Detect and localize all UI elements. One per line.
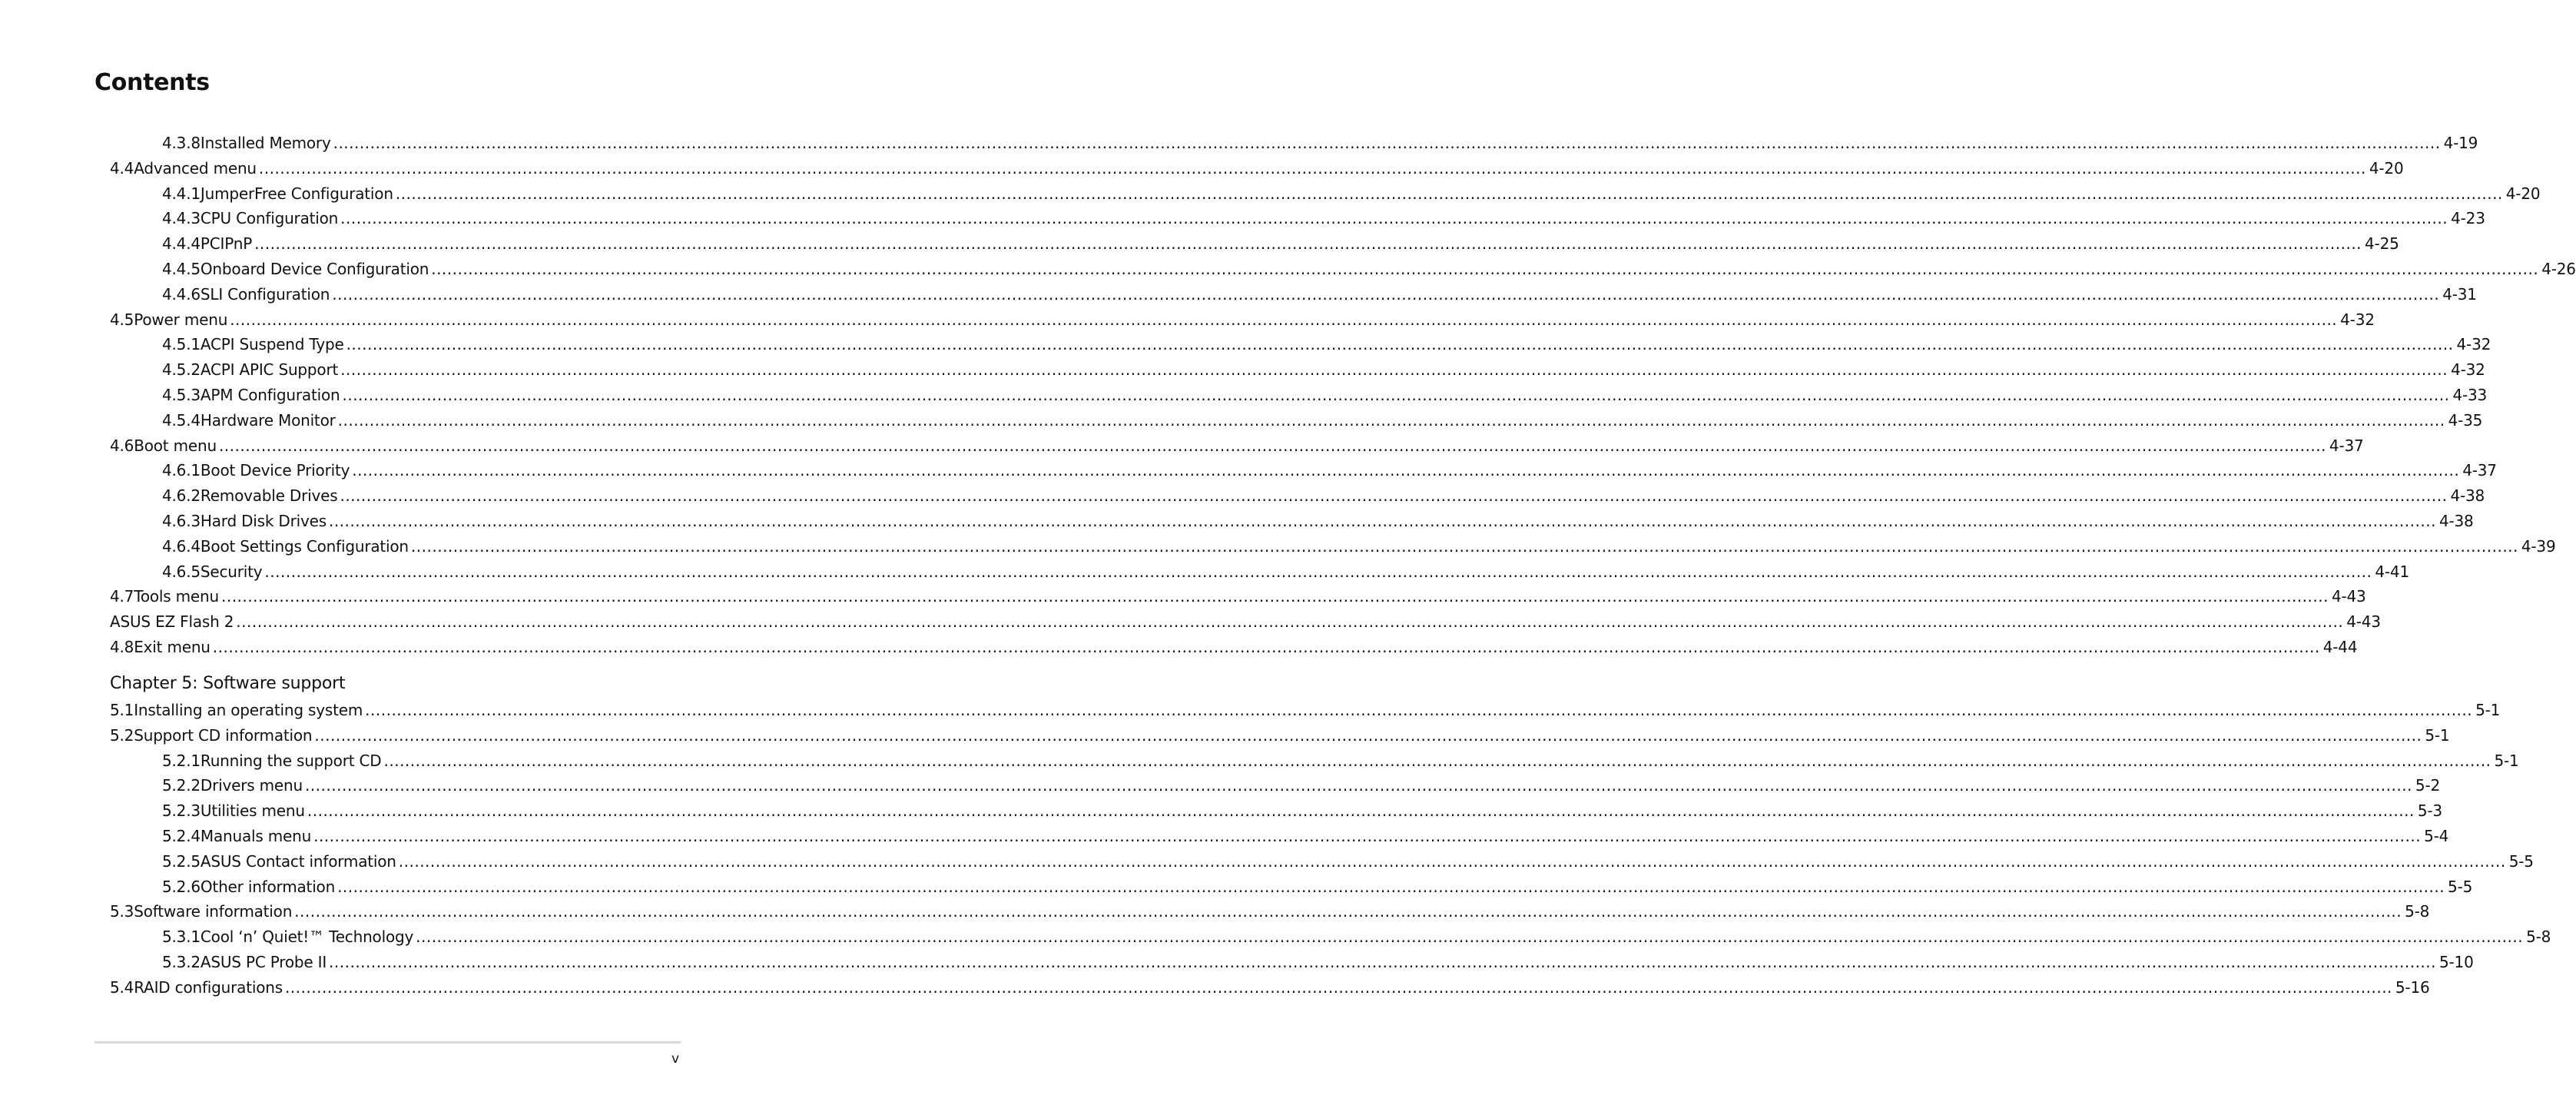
toc-entry-page: 4-43 [2331,587,2366,606]
toc-entry-number: 5.3.2 [162,953,201,971]
toc-entry[interactable] [110,609,2381,634]
footer-page-number: v [671,1051,680,1067]
toc-entry-page: 4-38 [2450,486,2485,506]
toc-entry-page: 4-39 [2521,536,2556,556]
toc-entry-number: 5.4 [110,977,134,997]
dot-leader: ................................................................................................................................................................................................................................................................................................................................................................................................................ [218,436,2326,455]
toc-entry[interactable] [162,181,2541,206]
toc-entry[interactable] [162,874,2473,899]
toc-entry-title: Hardware Monitor [200,410,336,430]
toc-entry-title: Software information [134,902,293,921]
dot-leader: ................................................................................................................................................................................................................................................................................................................................................................................................................ [352,461,2460,480]
toc-entry-page: 5-1 [2475,701,2501,719]
dot-leader: ................................................................................................................................................................................................................................................................................................................................................................................................................ [346,335,2454,354]
toc-entry[interactable] [110,899,2430,924]
dot-leader: ................................................................................................................................................................................................................................................................................................................................................................................................................ [398,851,2506,871]
toc-entry-title: Removable Drives [200,486,338,506]
toc-entry-title: ACPI Suspend Type [200,335,344,354]
toc-entry-number: 4.5.3 [162,386,201,404]
page-title: Contents [94,69,210,96]
toc-entry-title: Drivers menu [200,776,303,795]
toc-entry-page: 4-26 [2541,260,2576,278]
toc-entry-title: Onboard Device Configuration [200,260,429,278]
toc-entry-number: 4.8 [110,638,134,656]
dot-leader: ................................................................................................................................................................................................................................................................................................................................................................................................................ [383,751,2491,770]
dot-leader: ................................................................................................................................................................................................................................................................................................................................................................................................................ [284,977,2392,997]
toc-entry-number: 4.6.2 [162,486,201,506]
toc-entry-number: 5.2.2 [162,776,201,795]
toc-entry-title: PCIPnP [200,234,253,254]
toc-entry-title: Boot Device Priority [200,461,350,480]
toc-entry-title: Advanced menu [134,158,257,178]
toc-entry-page: 4-31 [2442,284,2477,304]
toc-entry-page: 4-32 [2451,360,2485,380]
dot-leader: ................................................................................................................................................................................................................................................................................................................................................................................................................ [431,260,2539,278]
dot-leader: ................................................................................................................................................................................................................................................................................................................................................................................................................ [212,638,2320,656]
toc-entry-title: Exit menu [134,638,211,656]
dot-leader: ................................................................................................................................................................................................................................................................................................................................................................................................................ [410,536,2518,556]
toc-entry-title: Cool ‘n’ Quiet!™ Technology [200,927,414,947]
toc-entry-page: 5-5 [2448,877,2473,896]
toc-entry-title: Installing an operating system [134,701,363,719]
toc-entry-number: 5.2.3 [162,801,201,821]
toc-entry-number: 4.4.5 [162,260,201,278]
toc-entry-title: SLI Configuration [200,284,330,304]
toc-entry[interactable] [110,975,2430,1000]
toc-entry[interactable] [162,559,2409,584]
toc-entry-number: 4.6.3 [162,512,201,530]
dot-leader: ................................................................................................................................................................................................................................................................................................................................................................................................................ [340,360,2448,380]
toc-entry-number: 4.4.1 [162,184,201,203]
toc-entry-page: 5-2 [2415,776,2440,795]
dot-leader: ................................................................................................................................................................................................................................................................................................................................................................................................................ [220,587,2329,606]
toc-entry-page: 5-8 [2405,902,2430,921]
toc-entry-title: ASUS PC Probe II [200,953,327,971]
dot-leader: ................................................................................................................................................................................................................................................................................................................................................................................................................ [230,310,2338,329]
toc-entry[interactable] [162,824,2449,848]
toc-entry-page: 4-37 [2462,461,2497,480]
dot-leader: ................................................................................................................................................................................................................................................................................................................................................................................................................ [236,612,2344,632]
toc-entry-number: 4.5 [110,310,134,329]
footer-divider [94,1041,681,1044]
toc-entry-page: 5-3 [2417,801,2442,821]
toc-entry[interactable] [162,773,2440,798]
toc-entry[interactable] [162,458,2497,483]
toc-entry[interactable] [162,206,2485,231]
toc-entry-title: Boot menu [134,436,217,455]
toc-entry-title: Hard Disk Drives [200,512,327,530]
toc-entry[interactable] [110,635,2358,659]
toc-entry-page: 4-20 [2505,184,2541,203]
toc-entry-title: RAID configurations [134,977,283,997]
dot-leader: ................................................................................................................................................................................................................................................................................................................................................................................................................ [365,701,2473,719]
toc-entry-number: 4.6 [110,436,134,455]
toc-entry-page: 4-41 [2375,562,2409,581]
toc-entry[interactable] [110,723,2450,748]
toc-entry-page: 5-5 [2508,851,2534,871]
toc-entry[interactable] [162,798,2442,823]
toc-entry[interactable] [162,357,2485,382]
toc-entry[interactable] [162,950,2474,974]
dot-leader: ................................................................................................................................................................................................................................................................................................................................................................................................................ [258,158,2366,178]
toc-entry-title: ASUS Contact information [200,851,396,871]
toc-entry[interactable] [162,408,2483,433]
toc-entry[interactable] [110,584,2366,609]
dot-leader: ................................................................................................................................................................................................................................................................................................................................................................................................................ [254,234,2362,254]
dot-leader: ................................................................................................................................................................................................................................................................................................................................................................................................................ [294,902,2402,921]
toc-entry-page: 4-25 [2365,234,2399,254]
toc-entry-title: ACPI APIC Support [200,360,339,380]
dot-leader: ................................................................................................................................................................................................................................................................................................................................................................................................................ [395,184,2503,203]
dot-leader: ................................................................................................................................................................................................................................................................................................................................................................................................................ [337,410,2445,430]
dot-leader: ................................................................................................................................................................................................................................................................................................................................................................................................................ [333,134,2441,152]
toc-entry-page: 4-32 [2340,310,2375,329]
toc-entry-title: CPU Configuration [200,209,339,228]
toc-entry-title: Support CD information [134,725,313,745]
dot-leader: ................................................................................................................................................................................................................................................................................................................................................................................................................ [332,284,2440,304]
toc-entry-number: 5.2.6 [162,877,201,896]
toc-entry-number: 4.4 [110,158,134,178]
toc-entry[interactable] [162,924,2551,949]
dot-leader: ................................................................................................................................................................................................................................................................................................................................................................................................................ [264,562,2372,581]
dot-leader: ................................................................................................................................................................................................................................................................................................................................................................................................................ [340,486,2448,506]
toc-entry-title: APM Configuration [200,386,340,404]
toc-entry-number: 4.5.2 [162,360,201,380]
toc-entry-page: 4-44 [2322,638,2358,656]
toc-entry-number: 4.7 [110,587,134,606]
dot-leader: ................................................................................................................................................................................................................................................................................................................................................................................................................ [416,927,2524,947]
toc-entry-title: Boot Settings Configuration [200,536,409,556]
toc-entry-number: 4.5.4 [162,410,201,430]
dot-leader: ................................................................................................................................................................................................................................................................................................................................................................................................................ [340,209,2448,228]
toc-entry-page: 5-1 [2425,725,2450,745]
toc-entry-number: 5.2.5 [162,851,201,871]
toc-entry-number: 4.6.4 [162,536,201,556]
toc-entry-number: 4.4.3 [162,209,201,228]
toc-entry[interactable] [162,131,2478,155]
toc-entry[interactable] [162,509,2474,533]
toc-entry-title: ASUS EZ Flash 2 [110,612,234,632]
toc-entry[interactable] [162,849,2534,874]
toc-entry-number: 4.6.5 [162,562,201,581]
toc-entry-title: Security [200,562,263,581]
toc-entry[interactable] [162,748,2519,773]
toc-entry-number: 4.4.4 [162,234,201,254]
dot-leader: ................................................................................................................................................................................................................................................................................................................................................................................................................ [329,953,2436,971]
toc-entry[interactable] [162,383,2488,407]
toc-entry[interactable] [110,698,2501,722]
toc-entry-number: 4.6.1 [162,461,201,480]
toc-entry[interactable] [162,483,2485,508]
toc-entry-page: 4-35 [2448,410,2483,430]
toc-entry-page: 5-16 [2395,977,2430,997]
toc-entry-page: 4-19 [2443,134,2478,152]
toc-entry-page: 5-1 [2494,751,2519,770]
chapter-heading: Chapter 5: Software support [110,674,346,693]
toc-entry-title: Tools menu [134,587,219,606]
toc-entry-page: 4-23 [2451,209,2485,228]
dot-leader: ................................................................................................................................................................................................................................................................................................................................................................................................................ [304,776,2412,795]
toc-entry-number: 5.2.1 [162,751,201,770]
dot-leader: ................................................................................................................................................................................................................................................................................................................................................................................................................ [342,386,2450,404]
toc-entry-page: 4-37 [2329,436,2364,455]
toc-entry-page: 5-4 [2424,827,2449,845]
toc-entry-number: 5.2.4 [162,827,201,845]
dot-leader: ................................................................................................................................................................................................................................................................................................................................................................................................................ [337,877,2445,896]
toc-entry-number: 4.3.8 [162,134,201,152]
toc-entry-page: 4-20 [2369,158,2404,178]
toc-entry[interactable] [162,282,2477,307]
toc-entry[interactable] [110,307,2375,332]
toc-entry-number: 4.4.6 [162,284,201,304]
toc-entry-page: 4-38 [2438,512,2474,530]
toc-entry-number: 4.5.1 [162,335,201,354]
dot-leader: ................................................................................................................................................................................................................................................................................................................................................................................................................ [328,512,2436,530]
toc-entry[interactable] [110,156,2404,181]
dot-leader: ................................................................................................................................................................................................................................................................................................................................................................................................................ [307,801,2415,821]
toc-entry-title: Installed Memory [200,134,331,152]
toc-entry-title: Utilities menu [200,801,305,821]
toc-entry[interactable] [162,257,2576,281]
toc-entry-title: Other information [200,877,336,896]
toc-entry[interactable] [162,332,2491,357]
toc-entry-page: 4-33 [2452,386,2488,404]
toc-entry-page: 4-32 [2456,335,2491,354]
dot-leader: ................................................................................................................................................................................................................................................................................................................................................................................................................ [314,725,2422,745]
toc-entry-page: 5-10 [2439,953,2474,971]
toc-entry[interactable] [162,231,2399,256]
toc-entry[interactable] [162,534,2556,559]
toc-entry-page: 5-8 [2526,927,2551,947]
toc-entry-title: JumperFree Configuration [200,184,393,203]
toc-entry-number: 5.3 [110,902,134,921]
toc-entry-number: 5.2 [110,725,134,745]
toc-entry-number: 5.1 [110,701,134,719]
toc-entry-number: 5.3.1 [162,927,201,947]
toc-entry-page: 4-43 [2346,612,2381,632]
toc-entry-title: Manuals menu [200,827,312,845]
dot-leader: ................................................................................................................................................................................................................................................................................................................................................................................................................ [313,827,2422,845]
toc-entry[interactable] [110,433,2364,458]
toc-entry-title: Power menu [134,310,228,329]
toc-entry-title: Running the support CD [200,751,382,770]
